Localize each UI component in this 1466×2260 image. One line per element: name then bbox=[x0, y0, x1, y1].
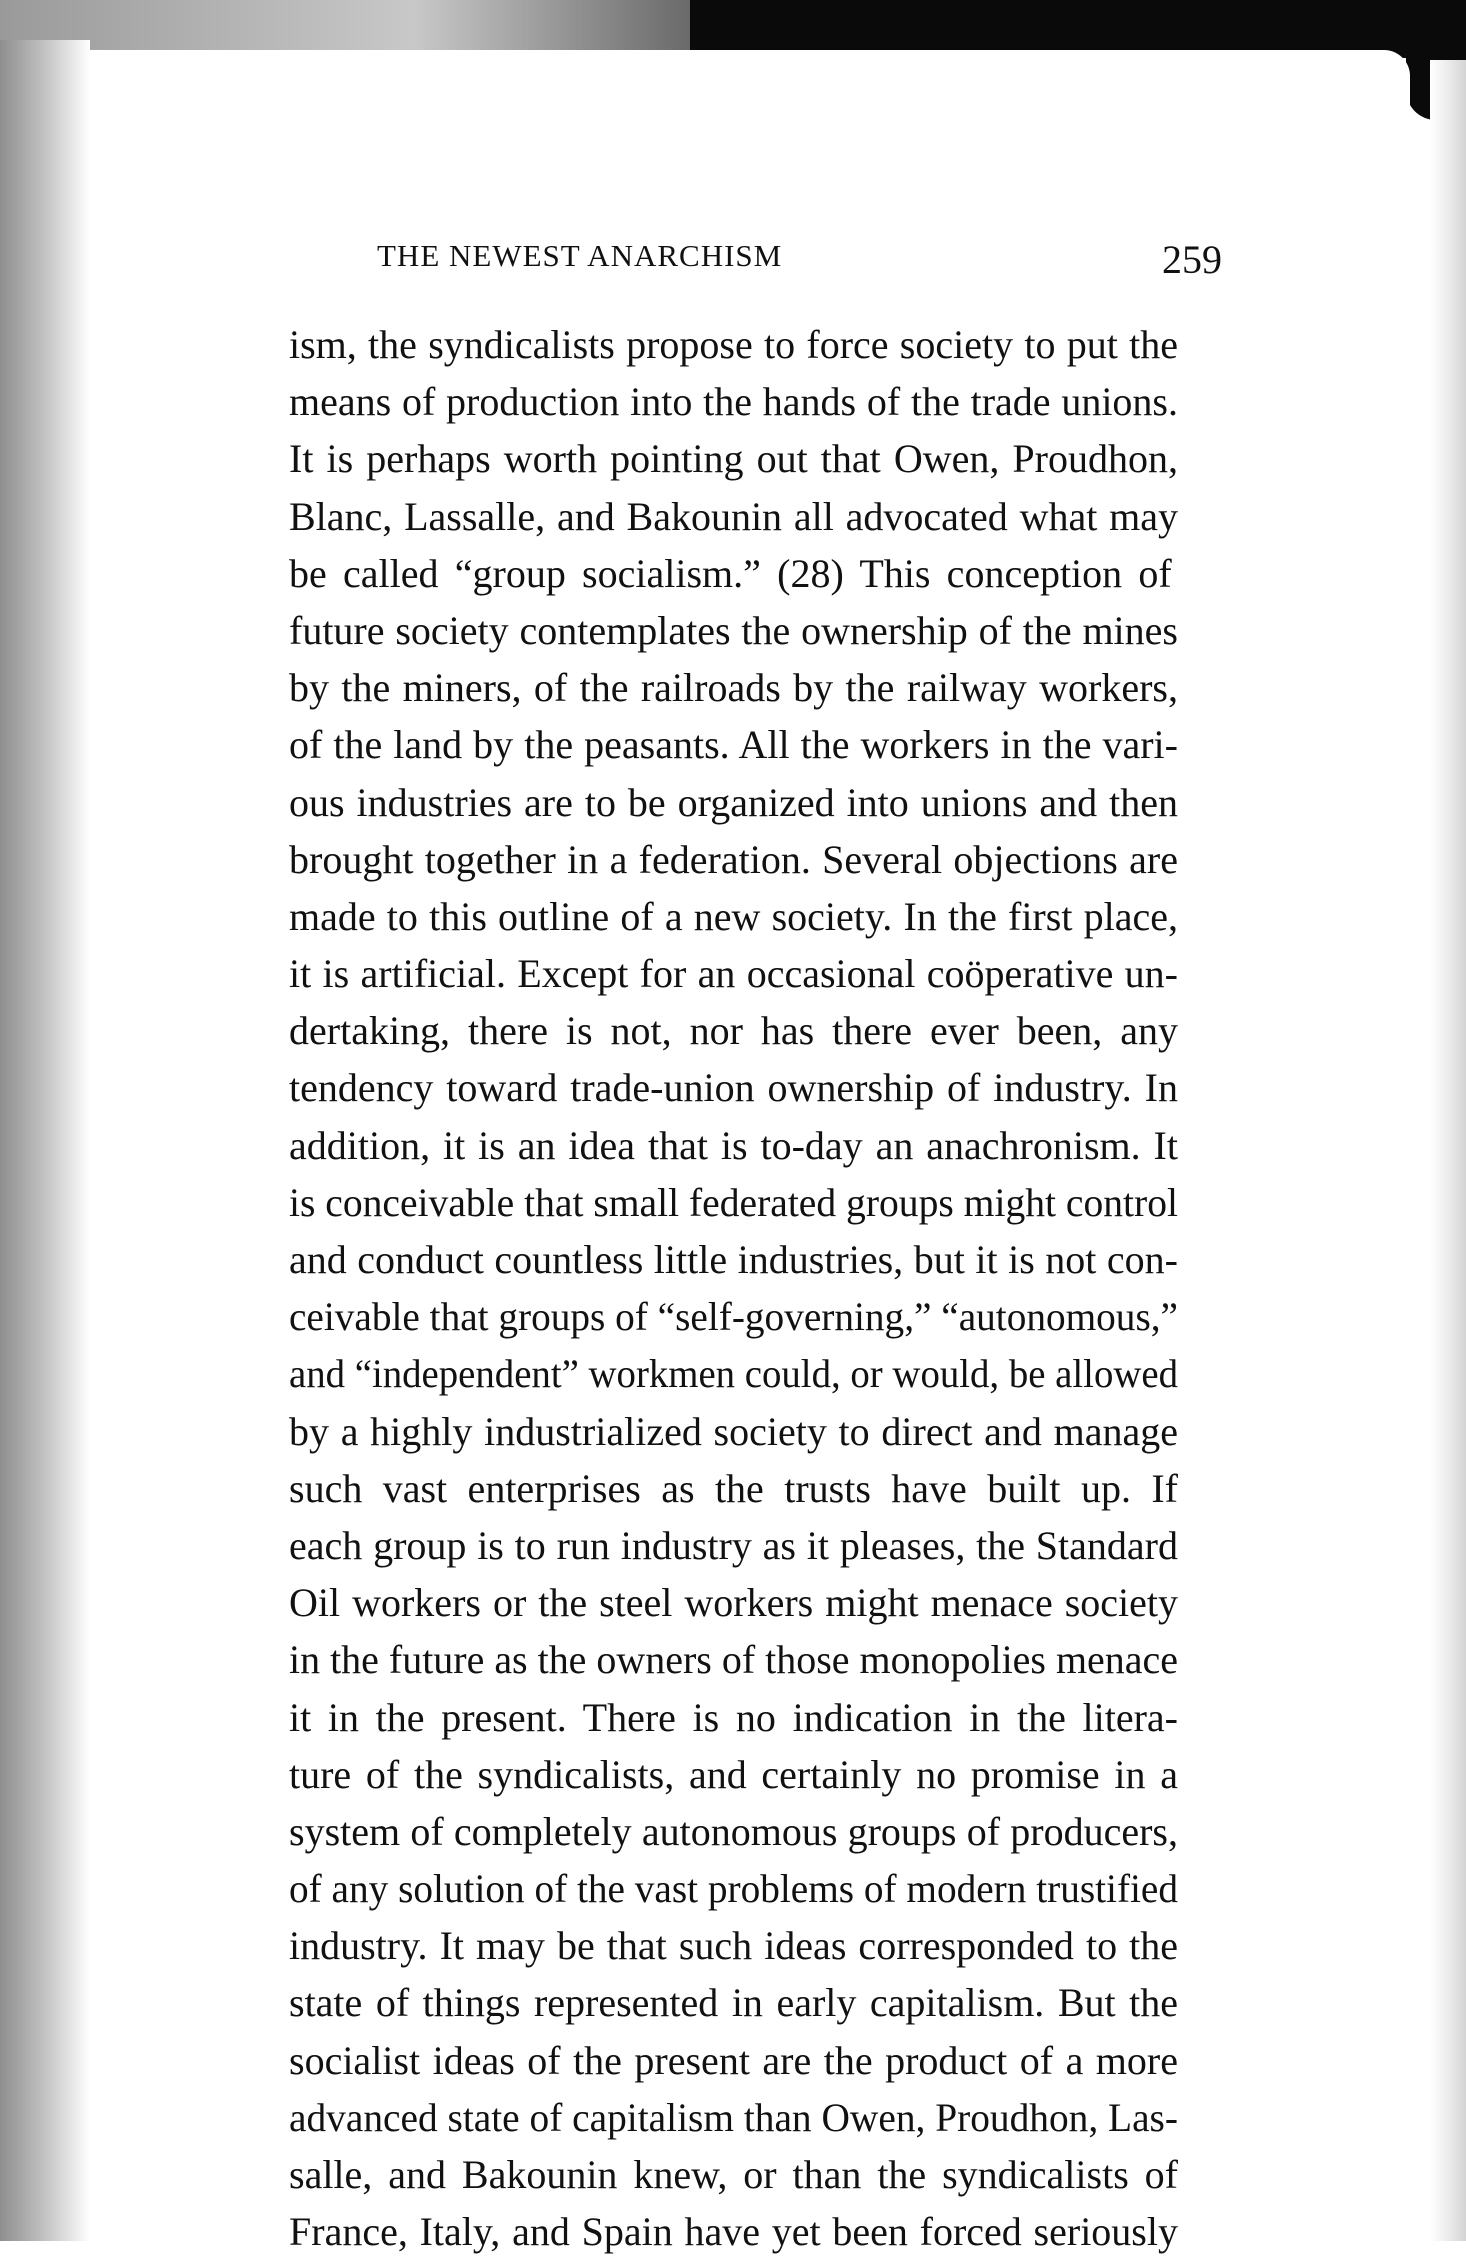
text-line bbox=[289, 373, 1178, 430]
page-number: 259 bbox=[1162, 237, 1222, 282]
text-line bbox=[289, 602, 1178, 659]
text-line-content: is conceivable that small federated groups might control bbox=[289, 1179, 1178, 1225]
text-line-content: by the miners, of the railroads by the railway workers, bbox=[289, 665, 1178, 711]
text-line-content: dertaking, there is not, nor has there ever been, any bbox=[289, 1008, 1178, 1054]
text-line-content: such vast enterprises as the trusts have built up. If bbox=[289, 1465, 1178, 1511]
text-line bbox=[289, 1574, 1178, 1631]
text-line-content: by a highly industrialized society to direct and manage bbox=[289, 1408, 1178, 1454]
text-line bbox=[289, 1059, 1178, 1116]
text-line-content: of the land by the peasants. All the workers in the vari- bbox=[289, 722, 1178, 768]
text-line-content: salle, and Bakounin knew, or than the syndicalists of bbox=[289, 2152, 1178, 2197]
text-line-content: means of production into the hands of the trade unions. bbox=[289, 379, 1178, 425]
text-line bbox=[289, 545, 1178, 602]
text-line-content: ous industries are to be organized into unions and then bbox=[289, 779, 1178, 825]
page-edge bbox=[1430, 60, 1466, 2241]
text-line-content: it in the present. There is no indication in the litera- bbox=[289, 1694, 1178, 1740]
text-line-content: of any solution of the vast problems of modern trustified bbox=[289, 1866, 1178, 1912]
body-text bbox=[289, 316, 1178, 2260]
text-line bbox=[289, 1860, 1178, 1917]
text-line bbox=[289, 1746, 1178, 1803]
running-title: THE NEWEST ANARCHISM bbox=[377, 238, 783, 273]
text-line bbox=[289, 716, 1178, 773]
text-line-content: Blanc, Lassalle, and Bakounin all advocated what may bbox=[289, 493, 1178, 539]
text-line bbox=[289, 1917, 1178, 1974]
text-line-content: future society contemplates the ownership of the mines bbox=[289, 607, 1178, 653]
text-line-content: each group is to run industry as it pleases, the Standard bbox=[289, 1522, 1178, 1568]
text-line bbox=[289, 1002, 1178, 1059]
text-line-content: and conduct countless little industries, but it is not con- bbox=[289, 1237, 1178, 1282]
text-line-content: in the future as the owners of those monopolies menace bbox=[289, 1637, 1178, 1683]
text-line-content: be called “group socialism.” (28) This conception of bbox=[289, 550, 1172, 596]
text-line-content: Oil workers or the steel workers might menace society bbox=[289, 1580, 1178, 1626]
text-line bbox=[289, 888, 1178, 945]
text-line bbox=[289, 945, 1178, 1002]
text-line-content: tendency toward trade-union ownership of industry. In bbox=[289, 1065, 1178, 1111]
text-line-content: addition, it is an idea that is to-day an anachronism. It bbox=[289, 1122, 1178, 1168]
text-line bbox=[289, 1517, 1178, 1574]
text-line-content: advanced state of capitalism than Owen, Proudhon, Las- bbox=[289, 2094, 1178, 2140]
text-line-content: ceivable that groups of “self-governing,” “autonomous,” bbox=[289, 1294, 1178, 1340]
text-line-content: ture of the syndicalists, and certainly no promise in a bbox=[289, 1751, 1178, 1797]
text-line bbox=[289, 659, 1178, 716]
page-header bbox=[289, 237, 1222, 288]
text-line bbox=[289, 1231, 1178, 1288]
text-line-content: industry. It may be that such ideas corresponded to the bbox=[289, 1923, 1178, 1969]
text-line-content: It is perhaps worth pointing out that Owen, Proudhon, bbox=[289, 436, 1178, 482]
text-line-content: it is artificial. Except for an occasional coöperative un- bbox=[289, 951, 1178, 997]
text-line bbox=[289, 2089, 1178, 2146]
text-line-content: France, Italy, and Spain have yet been forced seriously bbox=[289, 2209, 1178, 2255]
text-line-content: system of completely autonomous groups of producers, bbox=[289, 1808, 1178, 1854]
text-line bbox=[289, 1117, 1178, 1174]
text-line bbox=[289, 774, 1178, 831]
text-line bbox=[289, 1631, 1178, 1688]
text-line bbox=[289, 1288, 1178, 1345]
text-line bbox=[289, 316, 1178, 373]
page-gutter-shadow bbox=[0, 40, 90, 2241]
text-line bbox=[289, 430, 1178, 487]
text-line-content: socialist ideas of the present are the product of a more bbox=[289, 2037, 1178, 2083]
text-line-content: ism, the syndicalists propose to force society to put the bbox=[289, 322, 1178, 367]
text-line bbox=[289, 1174, 1178, 1231]
text-line bbox=[289, 488, 1178, 545]
text-line-content: and “independent” workmen could, or would, be allowed bbox=[289, 1351, 1178, 1397]
text-line bbox=[289, 1460, 1178, 1517]
text-line-content: made to this outline of a new society. In the first place, bbox=[289, 893, 1178, 939]
text-line bbox=[289, 2203, 1178, 2260]
text-line bbox=[289, 1345, 1178, 1402]
text-line bbox=[289, 831, 1178, 888]
text-line-content: state of things represented in early capitalism. But the bbox=[289, 1980, 1178, 2026]
text-line bbox=[289, 2146, 1178, 2203]
text-line bbox=[289, 1974, 1178, 2031]
text-line bbox=[289, 2032, 1178, 2089]
text-line-content: brought together in a federation. Several objections are bbox=[289, 836, 1178, 882]
text-line bbox=[289, 1803, 1178, 1860]
text-line bbox=[289, 1403, 1178, 1460]
text-line bbox=[289, 1689, 1178, 1746]
